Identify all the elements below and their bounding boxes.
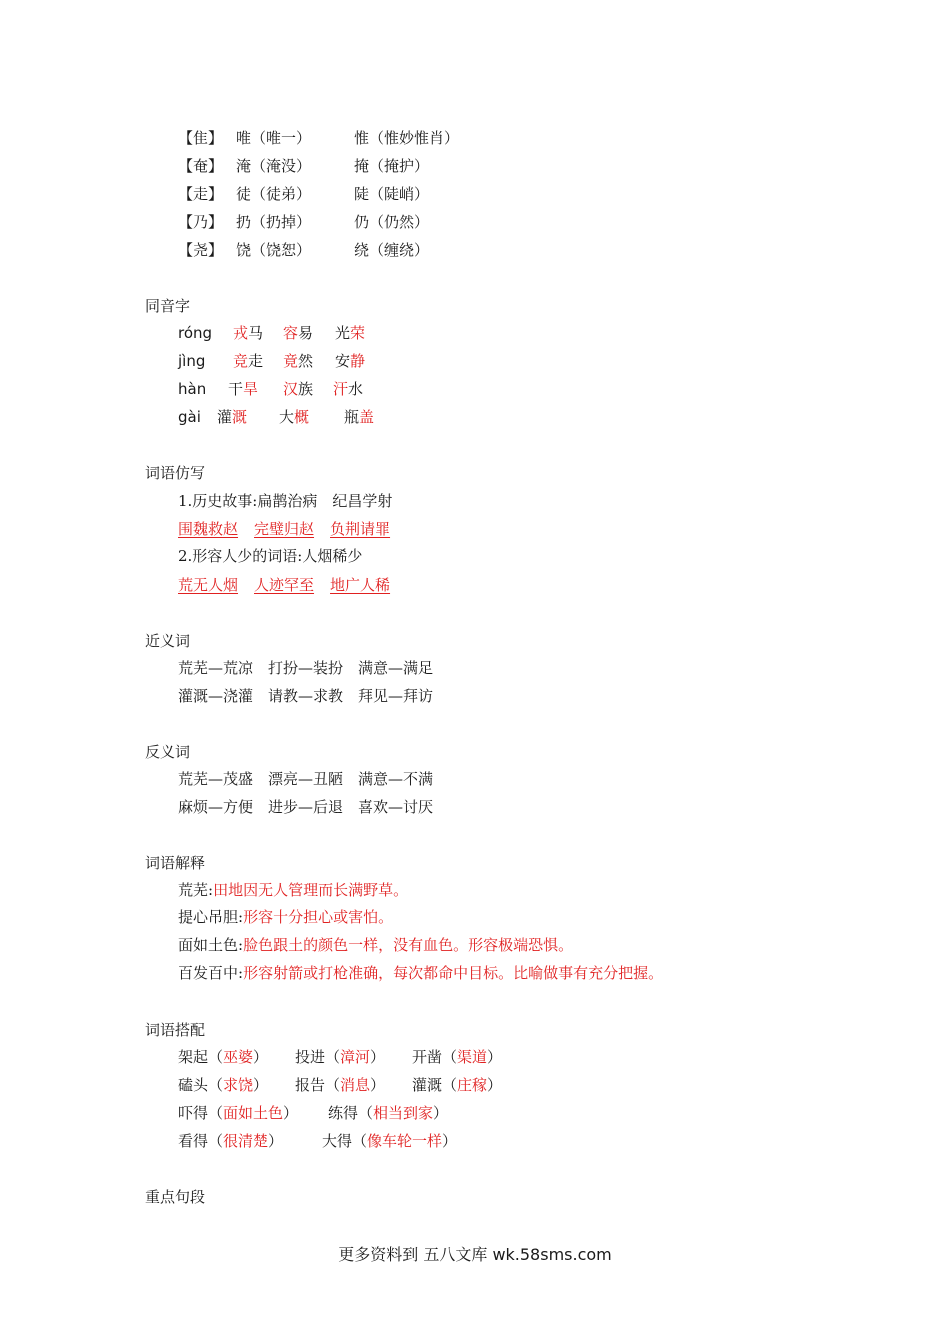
homophone-row: hàn 干旱 汉族 汗水 bbox=[178, 380, 364, 398]
imitation-answers-1: 围魏救赵 完璧归赵 负荆请罪 bbox=[178, 520, 391, 538]
group-row: 【乃】 扔（扔掉） 仍（仍然） bbox=[178, 213, 430, 231]
section-heading-antonyms: 反义词 bbox=[145, 743, 191, 761]
explanation-item: 百发百中:形容射箭或打枪准确，每次都命中目标。比喻做事有充分把握。 bbox=[178, 964, 664, 982]
homophone-row: gài 灌溉 大概 瓶盖 bbox=[178, 408, 375, 426]
homophone-row: jìng 竞走 竟然 安静 bbox=[178, 352, 366, 370]
explanation-item: 面如土色:脸色跟土的颜色一样，没有血色。形容极端恐惧。 bbox=[178, 936, 574, 954]
section-heading-synonyms: 近义词 bbox=[145, 632, 191, 650]
section-heading-homophones: 同音字 bbox=[145, 297, 191, 315]
imitation-question-2: 2.形容人少的词语:人烟稀少 bbox=[178, 547, 363, 565]
group-row: 【隹】 唯（唯一） 惟（惟妙惟肖） bbox=[178, 129, 460, 147]
section-heading-explanations: 词语解释 bbox=[145, 854, 206, 872]
group-row: 【走】 徒（徒弟） 陡（陡峭） bbox=[178, 185, 430, 203]
synonym-line: 荒芜—荒凉 打扮—装扮 满意—满足 bbox=[178, 659, 434, 677]
section-heading-collocations: 词语搭配 bbox=[145, 1021, 206, 1039]
imitation-answers-2: 荒无人烟 人迹罕至 地广人稀 bbox=[178, 576, 391, 594]
homophone-row: róng 戎马 容易 光荣 bbox=[178, 324, 366, 342]
footer-site-link[interactable]: wk.58sms.com bbox=[492, 1245, 612, 1264]
collocation-row: 看得（很清楚） 大得（像车轮一样） bbox=[178, 1132, 458, 1150]
group-row: 【尧】 饶（饶恕） 绕（缠绕） bbox=[178, 241, 430, 259]
explanation-item: 提心吊胆:形容十分担心或害怕。 bbox=[178, 908, 394, 926]
synonym-line: 灌溉—浇灌 请教—求教 拜见—拜访 bbox=[178, 687, 434, 705]
collocation-row: 吓得（面如土色） 练得（相当到家） bbox=[178, 1104, 449, 1122]
imitation-question-1: 1.历史故事:扁鹊治病 纪昌学射 bbox=[178, 492, 393, 510]
section-heading-key-passages: 重点句段 bbox=[145, 1188, 206, 1206]
group-row: 【奄】 淹（淹没） 掩（掩护） bbox=[178, 157, 430, 175]
section-heading-imitation: 词语仿写 bbox=[145, 464, 206, 482]
explanation-item: 荒芜:田地因无人管理而长满野草。 bbox=[178, 881, 409, 899]
antonym-line: 麻烦—方便 进步—后退 喜欢—讨厌 bbox=[178, 798, 434, 816]
antonym-line: 荒芜—茂盛 漂亮—丑陋 满意—不满 bbox=[178, 770, 434, 788]
collocation-row: 架起（巫婆） 投进（漳河） 开凿（渠道） bbox=[178, 1048, 503, 1066]
collocation-row: 磕头（求饶） 报告（消息） 灌溉（庄稼） bbox=[178, 1076, 503, 1094]
page-footer: 更多资料到 五八文库 wk.58sms.com bbox=[338, 1245, 612, 1264]
